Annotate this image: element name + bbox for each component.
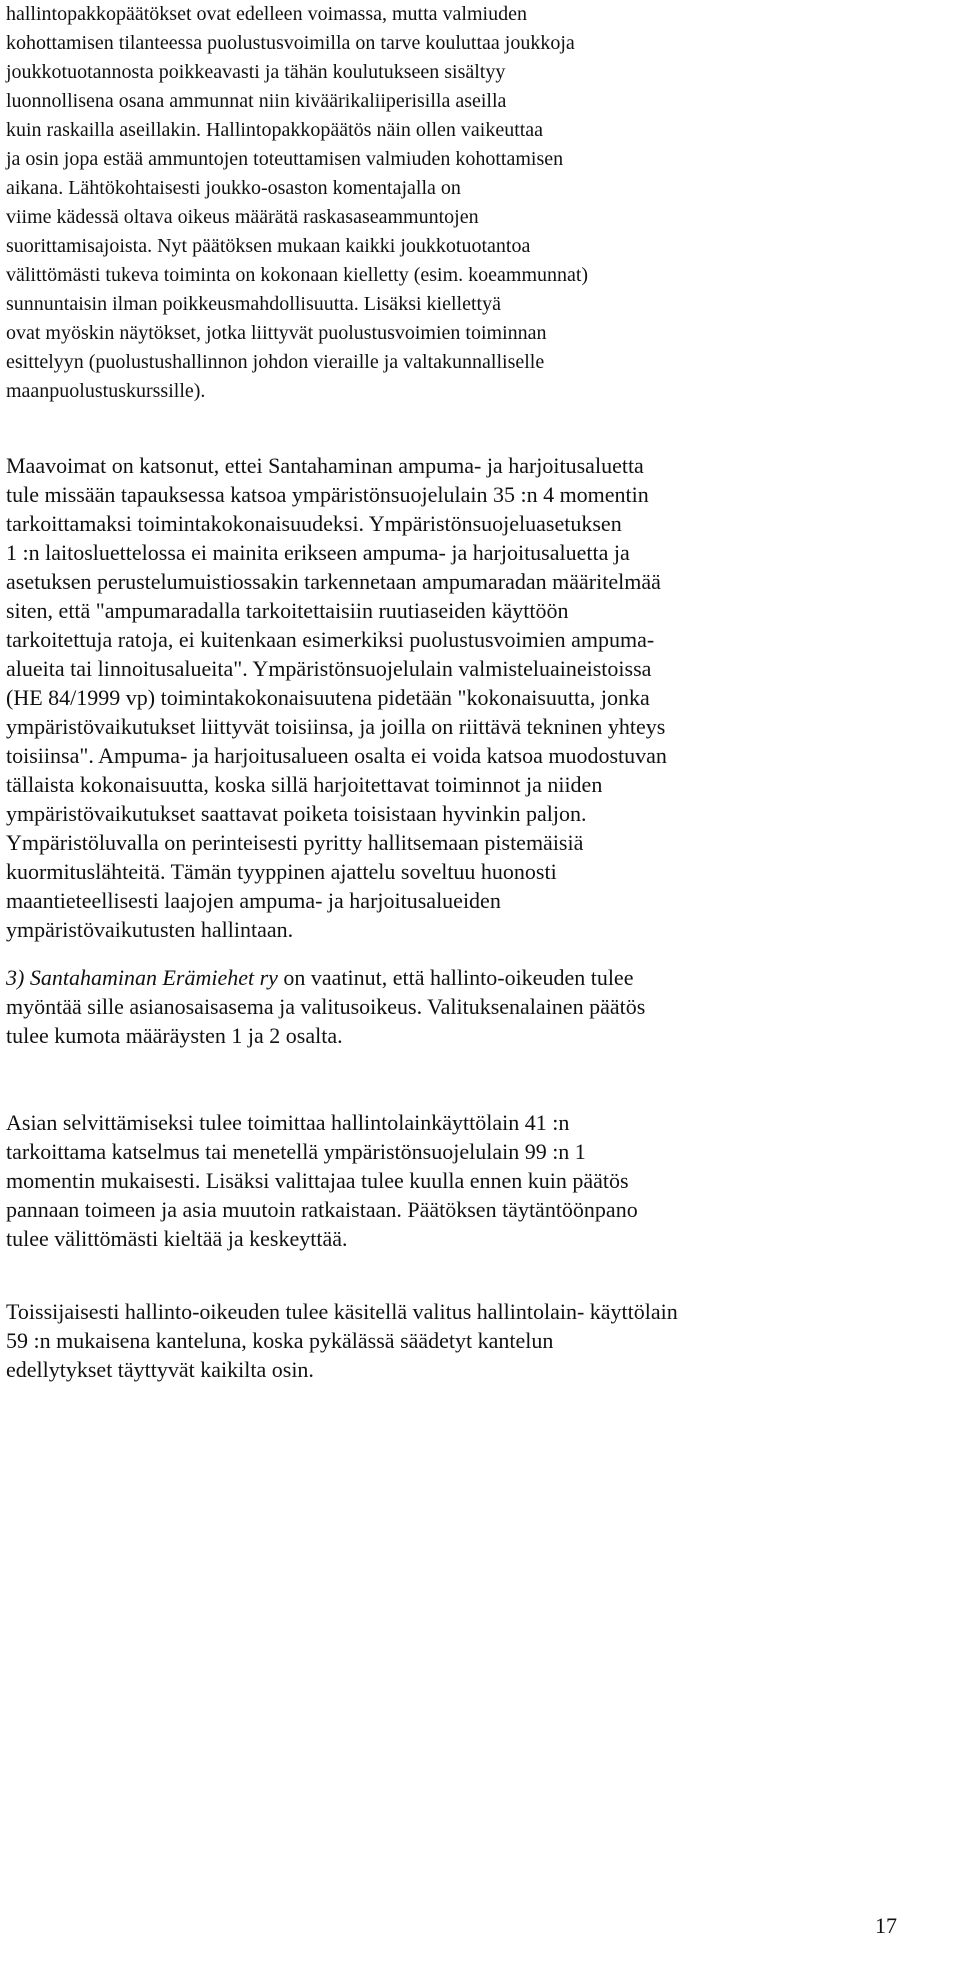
claim-text: on vaatinut, että hallinto-oikeuden tulee myöntää sille asianosaisasema ja valitusoikeus. Valituksenalainen päätös tulee kumota määräysten 1 ja 2 osalta. [6, 965, 646, 1048]
paragraph-inspection-request: Asian selvittämiseksi tulee toimittaa hallintolainkäyttölain 41 :n tarkoittama katselmus tai menetellä ympäristönsuojelulain 99 :n 1 momentin mukaisesti. Lisäksi valittajaa tulee kuulla ennen kuin päätös pannaan toimeen ja asia muutoin ratkaistaan. Päätöksen täytäntöönpano tulee välittömästi kieltää ja keskeyttää. [6, 1110, 638, 1251]
claimant-name: 3) Santahaminan Erämiehet ry [6, 965, 278, 990]
paragraph-exercise-restrictions: hallintopakkopäätökset ovat edelleen voimassa, mutta valmiuden kohottamisen tilanteessa puolustusvoimilla on tarve kouluttaa joukkoja joukkotuotannosta poikkeavasti ja tähän koulutukseen sisältyy luonnollisena osana ammunnat niin kiväärikaliiperisilla aseilla kuin raskailla aseillakin. Hallintopakkopäätös näin ollen vaikeuttaa ja osin jopa estää ammuntojen toteuttamisen valmiuden kohottamisen aikana. Lähtökohtaisesti joukko-osaston komentajalla on viime kädessä oltava oikeus määrätä raskasaseammuntojen suorittamisajoista. Nyt päätöksen mukaan kaikki joukkotuotantoa välittömästi tukeva toiminta on kokonaan kielletty (esim. koeammunnat) sunnuntaisin ilman poikkeusmahdollisuutta. Lisäksi kiellettyä ovat myöskin näytökset, jotka liittyvät puolustusvoimien toiminnan esittelyyn (puolustushallinnon johdon vieraille ja valtakunnalliselle maanpuolustuskurssille). [6, 3, 589, 402]
paragraph-maavoimat-position: Maavoimat on katsonut, ettei Santahaminan ampuma- ja harjoitusaluetta tule missään tapauksessa katsoa ympäristönsuojelulain 35 :n 4 momentin tarkoittamaksi toimintakokonaisuudeksi. Ympäristönsuojeluasetuksen 1 :n laitosluettelossa ei mainita erikseen ampuma- ja harjoitusaluetta ja asetuksen perustelumuistiossakin tarkennetaan ampumaradan määritelmää siten, että "ampumaradalla tarkoitettaisiin ruutiaseiden käyttöön tarkoitettuja ratoja, ei kuitenkaan esimerkiksi puolustusvoimien ampuma- alueita tai linnoitusalueita". Ympäristönsuojelulain valmisteluaineistoissa (HE 84/1999 vp) toimintakokonaisuutena pidetään "kokonaisuutta, jonka ympäristövaikutukset liittyvät toisiinsa, ja joilla on riittävä tekninen yhteys toisiinsa". Ampuma- ja harjoitusalueen osalta ei voida katsoa muodostuvan tällaista kokonaisuutta, koska sillä harjoitettavat toiminnot ja niiden ympäristövaikutukset saattavat poiketa toisistaan hyvinkin paljon. Ympäristöluvalla on perinteisesti pyritty hallitsemaan pistemäisiä kuormituslähteitä. Tämän tyyppinen ajattelu soveltuu huonosti maantieteellisesti laajojen ampuma- ja harjoitusalueiden ympäristövaikutusten hallintaan. [6, 453, 667, 942]
page-number: 17 [875, 1913, 897, 1938]
paragraph-eramiehet-claim [6, 963, 806, 1050]
paragraph-alternative-complaint: Toissijaisesti hallinto-oikeuden tulee käsitellä valitus hallintolain- käyttölain 59 :n mukaisena kanteluna, koska pykälässä säädetyt kantelun edellytykset täyttyvät kaikilta osin. [6, 1299, 678, 1382]
